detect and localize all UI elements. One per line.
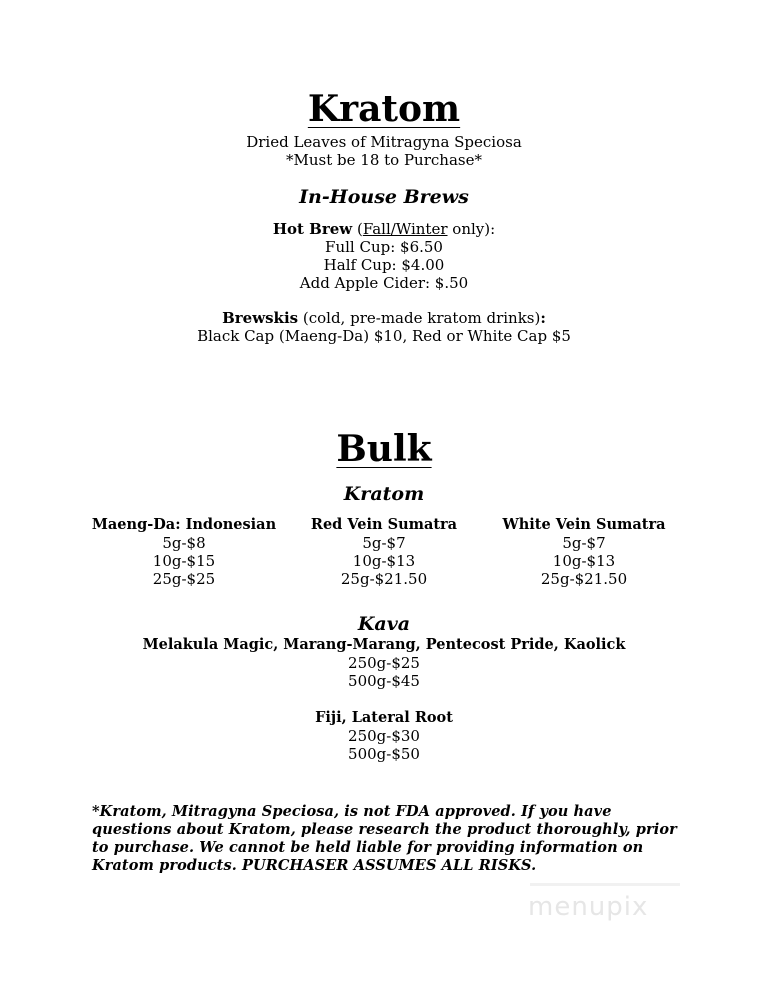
hot-brew-item: Half Cup: $4.00 [323,256,445,274]
brewskis-heading [0,309,768,327]
disclaimer-text: *Kratom, Mitragyna Speciosa, is not FDA approved. If you have questions about Kratom, please research the product thoroughly, prior to purchase. We cannot be held liable for providing information on Kratom products. PURCHASER ASSUMES ALL RISKS. [92,803,677,874]
product-name: White Vein Sumatra [502,516,666,533]
price-line: 5g-$7 [362,534,406,552]
price-line: 25g-$21.50 [340,570,428,588]
price-line: 250g-$25 [348,654,420,672]
hot-brew-paren-open: ( [352,220,363,238]
kava-heading: Kava [357,613,411,635]
price-line: 500g-$50 [348,745,420,763]
price-line: 10g-$15 [152,552,216,570]
brewskis-desc: (cold, pre-made kratom drinks) [298,309,541,327]
product-column-white-vein [464,516,704,588]
price-line: 10g-$13 [352,552,416,570]
bulk-kratom-heading: Kratom [343,483,425,505]
kava-group-name: Fiji, Lateral Root [315,709,453,726]
price-line: 5g-$8 [162,534,206,552]
price-line: 250g-$30 [348,727,420,745]
product-name: Red Vein Sumatra [310,516,458,533]
product-name: Maeng-Da: Indonesian [91,516,277,533]
price-line: 5g-$7 [562,534,606,552]
price-line: 10g-$13 [552,552,616,570]
age-notice: *Must be 18 to Purchase* [286,151,482,169]
hot-brew-paren-close: only): [447,220,496,238]
kava-group-name: Melakula Magic, Marang-Marang, Pentecost Pride, Kaolick [142,636,626,653]
hot-brew-season: Fall/Winter [362,220,448,238]
brewskis-name: Brewskis [222,309,299,327]
in-house-brews-heading: In-House Brews [299,186,469,208]
price-line: 25g-$25 [152,570,216,588]
price-line: 25g-$21.50 [540,570,628,588]
hot-brew-heading [0,220,768,238]
brewskis-line: Black Cap (Maeng-Da) $10, Red or White Cap $5 [197,327,571,345]
hot-brew-item: Add Apple Cider: $.50 [299,274,469,292]
kratom-subtitle: Dried Leaves of Mitragyna Speciosa [246,133,522,151]
kratom-title: Kratom [307,88,461,130]
hot-brew-item: Full Cup: $6.50 [325,238,443,256]
bulk-title: Bulk [336,428,432,470]
watermark-rule [530,883,680,886]
watermark-logo: menupix [528,892,649,922]
hot-brew-name: Hot Brew [272,220,353,238]
price-line: 500g-$45 [348,672,420,690]
brewskis-colon: : [540,309,546,327]
